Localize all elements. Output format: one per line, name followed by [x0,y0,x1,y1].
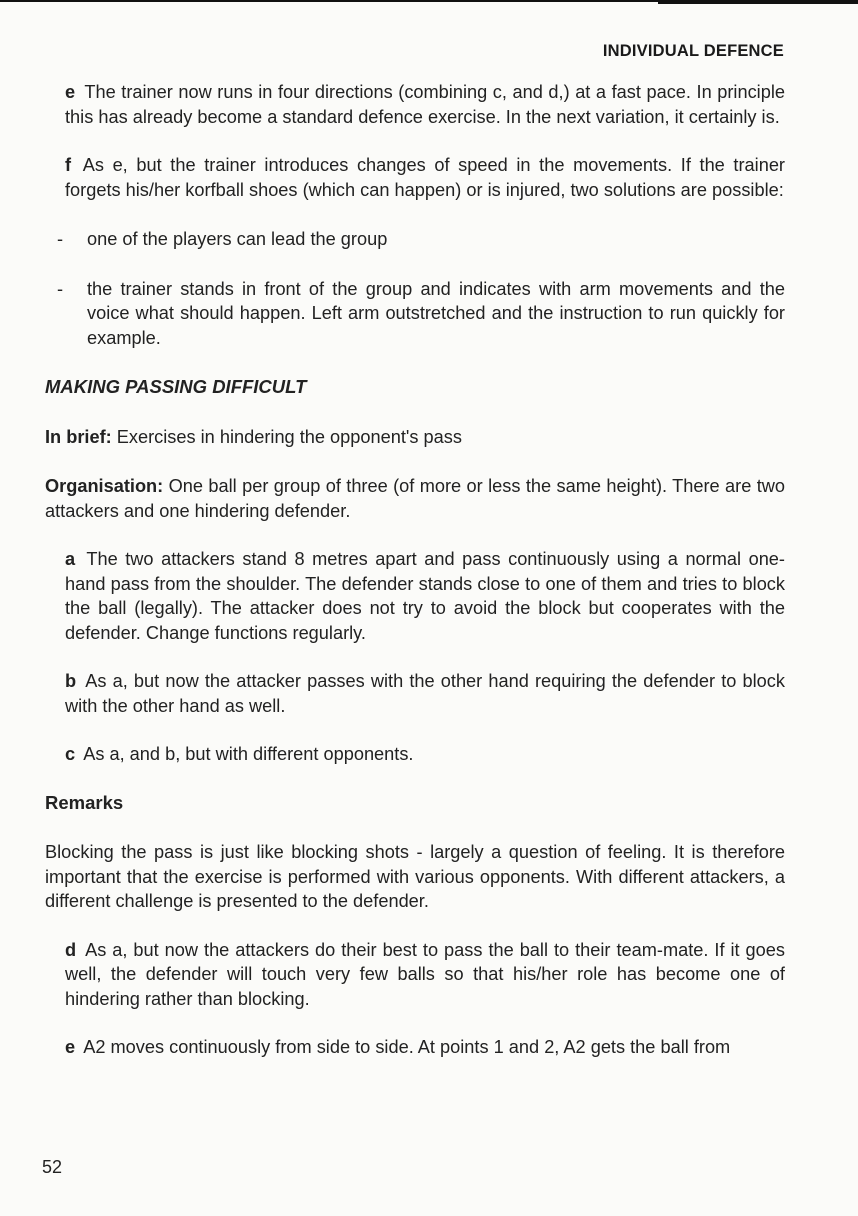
page-number: 52 [42,1157,63,1177]
item-letter: c [65,744,76,764]
item-letter: f [65,155,72,175]
bullet-item [45,277,785,351]
item-text: As a, and b, but with different opponents. [83,744,414,764]
in-brief-label: In brief: [45,426,112,447]
paragraph-a [45,547,785,645]
item-letter: a [65,549,76,569]
remarks-title: Remarks [45,791,124,813]
organisation-paragraph [45,474,785,523]
paragraph-d [45,938,785,1012]
item-letter: d [65,939,77,960]
bullet-dash: - [57,229,64,249]
top-rule-accent [658,0,858,4]
item-text: A2 moves continuously from side to side. At points 1 and 2, A2 gets the ball from [83,1037,731,1057]
in-brief-text: Exercises in hindering the opponent's pass [116,426,462,447]
bullet-text: one of the players can lead the group [87,229,388,249]
paragraph-e-continued [45,1035,785,1060]
in-brief-line [45,425,785,450]
item-text: As a, but now the attacker passes with the other hand requiring the defender to block with the other hand as well. [65,671,785,716]
item-letter: e [65,1037,76,1057]
paragraph-e [45,80,785,129]
bullet-dash: - [57,278,64,299]
organisation-label: Organisation: [45,476,164,496]
bullet-item [45,227,785,252]
bullet-text: the trainer stands in front of the group and indicates with arm movements and the voice what should happen. Left arm outstretched and the instruction to run quickly for example. [87,278,785,348]
paragraph-b [45,669,785,718]
item-letter: b [65,671,77,691]
item-text: As a, but now the attackers do their best to pass the ball to their team-mate. If it goes well, the defender will touch very few balls so that his/her role has become one of hindering rather than blocking. [65,939,785,1009]
item-letter: e [65,82,76,102]
remarks-paragraph: Blocking the pass is just like blocking shots - largely a question of feeling. It is therefore important that the exercise is performed with various opponents. With different attackers, a different challenge is presented to the defender. [45,842,785,911]
running-header: INDIVIDUAL DEFENCE [602,42,784,60]
paragraph-c [45,742,785,767]
item-text: As e, but the trainer introduces changes of speed in the movements. If the trainer forgets his/her korfball shoes (which can happen) or is injured, two solutions are possible: [65,155,785,200]
organisation-text: One ball per group of three (of more or less the same height). There are two attackers and one hindering defender. [45,476,786,521]
item-text: The two attackers stand 8 metres apart and pass continuously using a normal one-hand pass from the shoulder. The defender stands close to one of them and tries to block the ball (legally). The attacker does not try to avoid the block but cooperates with the defender. Change functions regularly. [65,549,785,643]
page-body [45,80,785,1060]
paragraph-f [45,153,785,202]
item-text: The trainer now runs in four directions (combining c, and d,) at a fast pace. In principle this has already become a standard defence exercise. In the next variation, it certainly is. [65,82,785,127]
section-title: MAKING PASSING DIFFICULT [45,376,307,397]
